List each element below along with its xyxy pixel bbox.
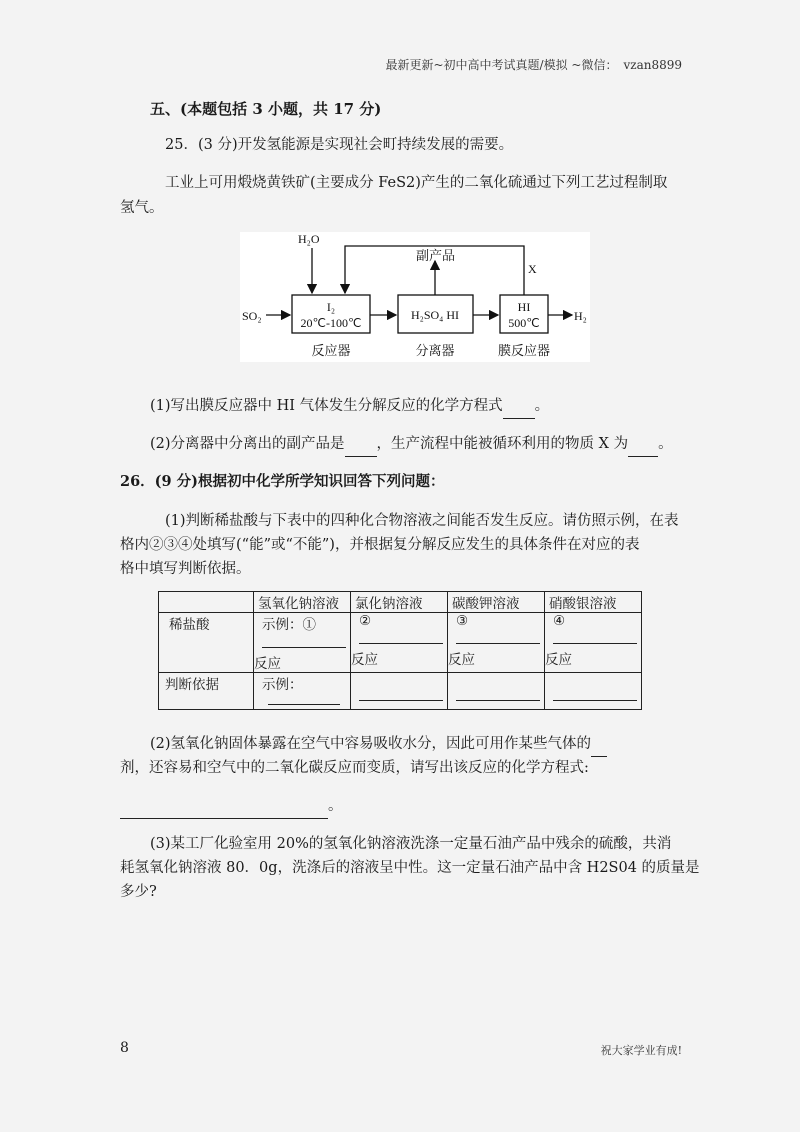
- q26-p3-line3: 多少?: [120, 884, 157, 900]
- row-label-hcl: 稀盐酸: [159, 613, 254, 673]
- cell-1-suffix: 反应: [254, 656, 281, 672]
- q26-p2-line1: [150, 732, 607, 757]
- so2-label: SO₂: [242, 309, 262, 323]
- byproduct-label: 副产品: [416, 248, 456, 263]
- q25-sub1-end: 。: [534, 398, 550, 414]
- cell-2-label: ②: [359, 613, 372, 629]
- q26-p2-line1-text: (2)氢氧化钠固体暴露在空气中容易吸收水分，因此可用作某些气体的: [150, 736, 592, 752]
- table-header-naoh: 氢氧化钠溶液: [254, 592, 351, 613]
- table-header-nacl: 氯化钠溶液: [351, 592, 448, 613]
- answer-blank-2[interactable]: [345, 432, 377, 457]
- cell-3-label: ③: [456, 613, 469, 629]
- cell-4-label: ④: [553, 613, 566, 629]
- cell-4-blank[interactable]: [553, 629, 637, 644]
- basis-cell-1[interactable]: [254, 673, 351, 710]
- q26-p2-answer: [120, 794, 343, 819]
- page-header: [386, 56, 683, 73]
- cell-1-label: 示例：①: [262, 617, 316, 633]
- process-flow-diagram: [240, 232, 590, 362]
- table-cell-3[interactable]: [448, 613, 545, 673]
- membrane-top-text: HI: [517, 300, 531, 314]
- q25-intro: 25．(3 分)开发氢能源是实现社会町持续发展的需要。: [165, 137, 514, 153]
- separator-text: H₂SO₄ HI: [410, 308, 460, 322]
- reactor-bottom-text: 20℃-100℃: [300, 316, 362, 330]
- basis-cell-4[interactable]: [545, 673, 642, 710]
- cell-3-blank[interactable]: [456, 629, 540, 644]
- page-number: 8: [120, 1040, 129, 1056]
- cell-4-suffix: 反应: [545, 652, 572, 668]
- x-label: X: [528, 262, 537, 276]
- cell-2-blank[interactable]: [359, 629, 443, 644]
- q25-sub2-end: 。: [658, 436, 673, 452]
- basis-3-blank[interactable]: [456, 694, 540, 701]
- membrane-bottom-text: 500℃: [508, 316, 540, 330]
- cell-1-blank[interactable]: [262, 633, 346, 648]
- q26-p2-line2: 剂，还容易和空气中的二氧化碳反应而变质，请写出该反应的化学方程式:: [120, 760, 589, 776]
- basis-cell-2[interactable]: [351, 673, 448, 710]
- reaction-table: [158, 591, 642, 710]
- q26-p1-line2: 格内②③④处填写(“能”或“不能”)，并根据复分解反应发生的具体条件在对应的表: [120, 537, 640, 553]
- reactor-label: 反应器: [311, 343, 351, 358]
- table-cell-4[interactable]: [545, 613, 642, 673]
- basis-1-blank[interactable]: [268, 698, 340, 705]
- section-title: 五、(本题包括 3 小题，共 17 分): [150, 100, 382, 118]
- membrane-label: 膜反应器: [497, 343, 551, 358]
- q26-p3-line2: 耗氢氧化钠溶液 80．0g，洗涤后的溶液呈中性。这一定量石油产品中含 H2S04 的质量是: [120, 860, 700, 876]
- basis-cell-3[interactable]: [448, 673, 545, 710]
- row-label-basis: 判断依据: [159, 673, 254, 710]
- cell-2-suffix: 反应: [351, 652, 378, 668]
- q26-p2-end: 。: [328, 798, 343, 814]
- answer-blank-5[interactable]: [120, 794, 328, 819]
- q25-line2: 氢气。: [120, 200, 164, 216]
- header-text: 最新更新~初中高中考试真题/模拟 ~微信：: [385, 58, 618, 72]
- table-header-agno3: 硝酸银溶液: [545, 592, 642, 613]
- table-header-k2co3: 碳酸钾溶液: [448, 592, 545, 613]
- q26-p1-line1: (1)判断稀盐酸与下表中的四种化合物溶液之间能否发生反应。请仿照示例，在表: [165, 513, 679, 529]
- basis-1-label: 示例：: [262, 677, 303, 693]
- q25-line1: 工业上可用煅烧黄铁矿(主要成分 FeS2)产生的二氧化硫通过下列工艺过程制取: [165, 175, 668, 191]
- q25-sub1: [150, 394, 549, 419]
- separator-label: 分离器: [415, 343, 455, 358]
- table-row: [159, 673, 642, 710]
- table-cell-1[interactable]: [254, 613, 351, 673]
- reactor-top-text: I₂: [326, 300, 336, 314]
- answer-blank-3[interactable]: [628, 432, 658, 457]
- q25-sub2-text: (2)分离器中分离出的副产品是: [150, 436, 345, 452]
- q25-sub2: [150, 432, 673, 457]
- basis-4-blank[interactable]: [553, 694, 637, 701]
- q25-sub2-mid: ，生产流程中能被循环利用的物质 X 为: [376, 436, 629, 452]
- answer-blank-1[interactable]: [503, 394, 535, 419]
- cell-3-suffix: 反应: [448, 652, 475, 668]
- q25-sub1-text: (1)写出膜反应器中 HI 气体发生分解反应的化学方程式: [150, 398, 503, 414]
- q26-title: 26．(9 分)根据初中化学所学知识回答下列问题：: [120, 473, 445, 490]
- q26-p1-line3: 格中填写判断依据。: [120, 561, 251, 577]
- q26-p3-line1: (3)某工厂化验室用 20%的氢氧化钠溶液洗涤一定量石油产品中残余的硫酸，共消: [150, 836, 672, 852]
- table-header-row: [159, 592, 642, 613]
- table-header-empty: [159, 592, 254, 613]
- table-cell-2[interactable]: [351, 613, 448, 673]
- table-row: [159, 613, 642, 673]
- footer-slogan: 祝大家学业有成!: [600, 1044, 682, 1057]
- h2-label: H₂: [574, 309, 587, 323]
- h2o-label: H₂O: [298, 232, 320, 246]
- header-wechat: vzan8899: [623, 58, 682, 72]
- basis-2-blank[interactable]: [359, 694, 443, 701]
- answer-blank-4[interactable]: [591, 732, 607, 757]
